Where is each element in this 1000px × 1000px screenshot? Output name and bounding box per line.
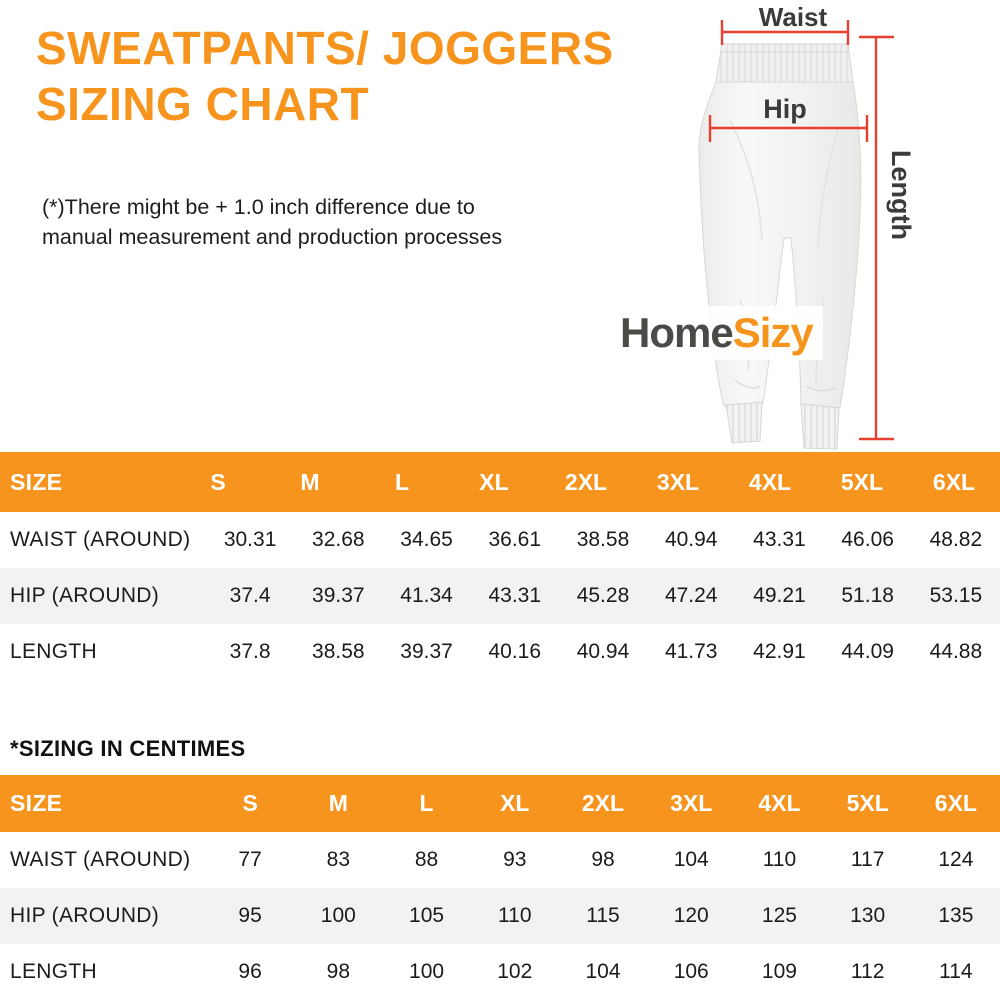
- value-cell: 53.15: [929, 584, 983, 607]
- value-cell: 124: [938, 848, 974, 871]
- value-cell: 104: [585, 960, 621, 983]
- value-cell: 43.31: [753, 528, 806, 551]
- value-cell: 37.4: [229, 584, 271, 607]
- value-cell: 45.28: [576, 584, 630, 607]
- row-label-cell: LENGTH: [10, 640, 97, 663]
- page-title-line1: SWEATPANTS/ JOGGERS: [36, 22, 614, 74]
- page-title: [36, 20, 614, 132]
- value-cell: 135: [938, 904, 974, 927]
- brand-home: Home: [620, 309, 733, 356]
- value-cell: 46.06: [841, 528, 894, 551]
- header-cell: XL: [479, 468, 509, 495]
- value-cell: 42.91: [753, 640, 806, 663]
- value-cell: 41.34: [400, 584, 453, 607]
- value-cell: 40.94: [576, 640, 630, 663]
- header-cell: 2XL: [564, 468, 608, 495]
- value-cell: 98: [591, 848, 615, 871]
- table-row-length-in: [0, 624, 1000, 680]
- value-cell: 39.37: [312, 584, 365, 607]
- header-cell: 4XL: [758, 790, 801, 816]
- value-cell: 114: [939, 960, 973, 983]
- value-cell: 32.68: [312, 528, 365, 551]
- note-text: [42, 192, 502, 252]
- table-row-waist-cm: [0, 832, 1000, 888]
- value-cell: 130: [850, 904, 886, 927]
- value-cell: 125: [761, 904, 797, 927]
- value-cell: 88: [414, 848, 439, 871]
- pants-drawing: [610, 0, 1000, 455]
- row-label-cell: LENGTH: [10, 960, 97, 983]
- value-cell: 43.31: [488, 584, 542, 607]
- note-line1: (*)There might be + 1.0 inch difference due to: [42, 195, 475, 219]
- row-label-cell: WAIST (AROUND): [10, 848, 191, 871]
- header-cell: M: [300, 468, 320, 495]
- value-cell: 112: [850, 960, 885, 983]
- value-cell: 96: [238, 960, 262, 983]
- value-cell: 117: [850, 848, 885, 871]
- value-cell: 106: [673, 960, 709, 983]
- brand-logo: [618, 306, 823, 360]
- table-row-hip-cm: [0, 888, 1000, 944]
- value-cell: 120: [673, 904, 709, 927]
- value-cell: 98: [326, 960, 350, 983]
- value-cell: 95: [238, 904, 262, 927]
- value-cell: 115: [586, 904, 620, 927]
- value-cell: 37.8: [229, 640, 271, 663]
- value-cell: 39.37: [400, 640, 453, 663]
- row-label-cell: WAIST (AROUND): [10, 528, 191, 551]
- value-cell: 83: [326, 848, 350, 871]
- cm-section-label: *SIZING IN CENTIMES: [10, 736, 246, 761]
- value-cell: 38.58: [312, 640, 365, 663]
- value-cell: 77: [238, 848, 262, 871]
- header-cell: 5XL: [846, 790, 889, 816]
- header-cell: 3XL: [670, 790, 713, 816]
- value-cell: 49.21: [753, 584, 806, 607]
- header-cell: 4XL: [748, 468, 792, 495]
- pants-waistband: [716, 44, 853, 82]
- inches-table-header-row: [0, 452, 1000, 512]
- header-cell: S: [242, 790, 258, 816]
- row-label-cell: HIP (AROUND): [10, 904, 160, 927]
- header-cell: S: [210, 468, 226, 495]
- header-cell: 6XL: [934, 790, 977, 816]
- value-cell: 47.24: [664, 584, 718, 607]
- value-cell: 40.94: [664, 528, 718, 551]
- header-cell: L: [419, 790, 434, 816]
- table-row-waist-in: [0, 512, 1000, 568]
- cm-table: [0, 775, 1000, 1000]
- value-cell: 100: [409, 960, 445, 983]
- note-line2: manual measurement and production processes: [42, 225, 503, 249]
- value-cell: 34.65: [400, 528, 453, 551]
- cm-table-header-row: [0, 775, 1000, 832]
- header-cell: XL: [500, 790, 530, 816]
- table-row-hip-in: [0, 568, 1000, 624]
- value-cell: 93: [503, 848, 527, 871]
- inches-table: [0, 452, 1000, 680]
- value-cell: 100: [320, 904, 356, 927]
- value-cell: 110: [762, 848, 797, 871]
- value-cell: 104: [673, 848, 709, 871]
- hip-measure-label: Hip: [763, 94, 807, 124]
- header-cell: SIZE: [10, 468, 63, 495]
- value-cell: 30.31: [223, 528, 277, 551]
- value-cell: 38.58: [576, 528, 630, 551]
- row-label-cell: HIP (AROUND): [10, 584, 160, 607]
- value-cell: 40.16: [488, 640, 542, 663]
- header-cell: M: [328, 790, 348, 816]
- value-cell: 105: [409, 904, 445, 927]
- waist-measure-label: Waist: [758, 2, 828, 32]
- value-cell: 102: [497, 960, 533, 983]
- pants-cuffs: [726, 402, 839, 449]
- length-measure-label: Length: [886, 150, 916, 240]
- value-cell: 36.61: [488, 528, 542, 551]
- value-cell: 44.09: [841, 640, 894, 663]
- table-row-length-cm: [0, 944, 1000, 1000]
- pants-figure: [610, 0, 1000, 455]
- header-cell: 3XL: [656, 468, 700, 495]
- value-cell: 48.82: [929, 528, 983, 551]
- header-cell: 5XL: [840, 468, 884, 495]
- header-cell: 6XL: [932, 468, 976, 495]
- brand-sizy: Sizy: [732, 309, 813, 356]
- header-cell: 2XL: [581, 790, 625, 816]
- value-cell: 44.88: [929, 640, 983, 663]
- value-cell: 41.73: [664, 640, 718, 663]
- value-cell: 110: [498, 904, 532, 927]
- header-cell: L: [394, 468, 410, 495]
- value-cell: 109: [761, 960, 797, 983]
- value-cell: 51.18: [841, 584, 894, 607]
- page-title-line2: SIZING CHART: [36, 78, 370, 130]
- header-cell: SIZE: [10, 790, 63, 816]
